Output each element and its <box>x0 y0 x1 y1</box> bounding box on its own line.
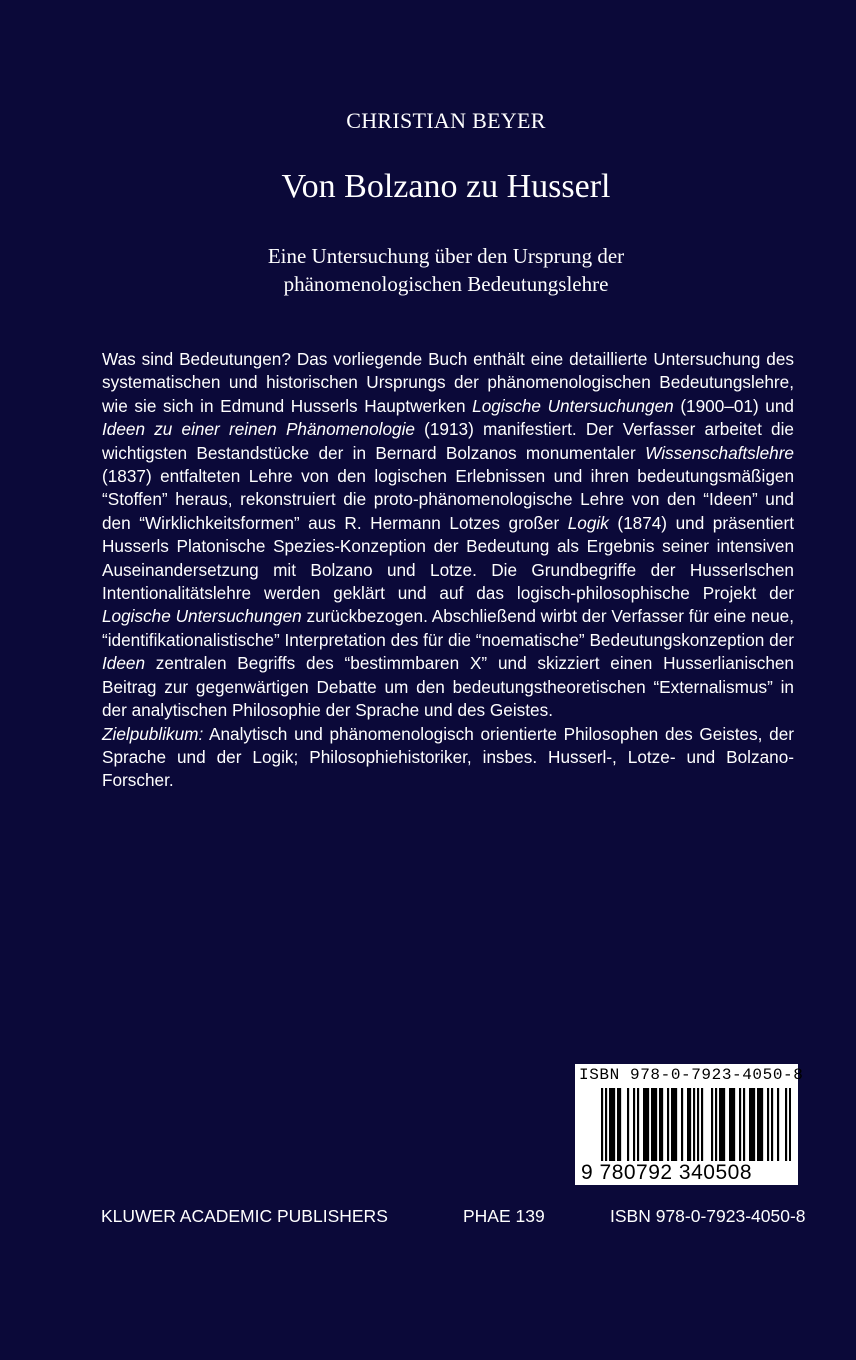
barcode-bar <box>633 1088 635 1162</box>
author-name: CHRISTIAN BEYER <box>346 108 546 133</box>
barcode-bar <box>619 1088 621 1162</box>
audience-label: Zielpublikum: <box>102 723 204 744</box>
audience-paragraph <box>102 723 794 793</box>
barcode-bar <box>601 1088 603 1162</box>
work-title: Ideen <box>102 653 146 674</box>
barcode-bar <box>681 1088 683 1162</box>
barcode-bar <box>731 1088 733 1162</box>
barcode-bar <box>715 1088 717 1162</box>
barcode-bar <box>743 1088 745 1162</box>
barcode-bar <box>643 1088 645 1162</box>
description-paragraph <box>102 348 794 723</box>
barcode-bar <box>675 1088 677 1162</box>
work-title: Logische Untersuchungen <box>472 395 674 416</box>
isbn-barcode <box>575 1064 804 1185</box>
barcode-bar <box>701 1088 703 1162</box>
barcode-bar <box>751 1088 753 1162</box>
barcode-bar <box>647 1088 649 1162</box>
barcode-bar <box>611 1088 613 1162</box>
barcode-bar <box>689 1088 691 1162</box>
barcode-bar <box>729 1088 731 1162</box>
barcode-bar <box>739 1088 741 1162</box>
audience-text: Analytisch und phänomenologisch orientierte Philosophen des Geistes, der Sprache und der Logik; Philosophiehistoriker, insbes. Husserl-, Lotze- und Bolzano-Forscher. <box>102 723 794 791</box>
barcode-bar <box>667 1088 669 1162</box>
barcode-bar <box>627 1088 629 1162</box>
book-subtitle <box>0 242 856 298</box>
barcode-bar <box>723 1088 725 1162</box>
barcode-bar <box>759 1088 761 1162</box>
description-text: (1913) manifestiert. Der Verfasser arbeitet die wichtigsten Bestandstücke der in Bernard Bolzanos monumentaler <box>102 419 794 463</box>
description-text: Was sind Bedeutungen? Das vorliegende Buch enthält eine detaillierte Untersuchung des systematischen und historischen Ursprungs der phänomenologischen Bedeutungslehre, wie sie sich in Edmund Husserls Hauptwerken <box>102 349 794 416</box>
barcode-bar <box>767 1088 769 1162</box>
barcode-bar <box>697 1088 699 1162</box>
series-number: PHAE 139 <box>463 1206 545 1226</box>
barcode-bar <box>789 1088 791 1162</box>
book-title: Von Bolzano zu Husserl <box>281 168 611 205</box>
publisher-name: KLUWER ACADEMIC PUBLISHERS <box>101 1206 388 1226</box>
barcode-bar <box>651 1088 653 1162</box>
barcode-bar <box>617 1088 619 1162</box>
footer-isbn: ISBN 978-0-7923-4050-8 <box>610 1206 806 1226</box>
barcode-digits: 9 780792 340508 <box>579 1161 794 1185</box>
barcode-isbn-label: ISBN 978-0-7923-4050-8 <box>579 1066 804 1084</box>
work-title: Logik <box>567 512 609 533</box>
description-text: (1874) und präsentiert Husserls Platonische Spezies-Konzeption der Bedeutung als Ergebnis seiner intensiven Auseinandersetzung mit Bolzano und Lotze. Die Grundbegriffe der Husserlschen Intentionalitätslehre werden geklärt und auf das logisch-philosophische Projekt der <box>102 512 794 604</box>
barcode-bar <box>653 1088 655 1162</box>
barcode-bar <box>605 1088 607 1162</box>
barcode-bar <box>687 1088 689 1162</box>
barcode-bar <box>613 1088 615 1162</box>
barcode-bar <box>757 1088 759 1162</box>
barcode-bar <box>777 1088 779 1162</box>
description-text: zurückbezogen. Abschließend wirbt der Verfasser für eine neue, “identifikationalistische” Interpretation des für die “noematische” Bedeutungskonzeption der <box>102 606 794 650</box>
work-title: Ideen zu einer reinen Phänomenologie <box>102 419 415 440</box>
book-description <box>102 348 794 793</box>
description-text: (1900–01) und <box>673 395 794 416</box>
work-title: Wissenschaftslehre <box>645 442 794 463</box>
barcode-bar <box>645 1088 647 1162</box>
subtitle-line-1: Eine Untersuchung über den Ursprung der <box>267 244 625 268</box>
barcode-bar <box>693 1088 695 1162</box>
barcode-bar <box>661 1088 663 1162</box>
barcode-bar <box>659 1088 661 1162</box>
subtitle-line-2: phänomenologischen Bedeutungslehre <box>283 272 609 296</box>
barcode-bar <box>719 1088 721 1162</box>
barcode-bar <box>711 1088 713 1162</box>
barcode-bar <box>753 1088 755 1162</box>
work-title: Logische Untersuchungen <box>102 606 302 627</box>
barcode-bar <box>771 1088 773 1162</box>
barcode-bar <box>637 1088 639 1162</box>
description-text: zentralen Begriffs des “bestimmbaren X” und skizziert einen Husserlianischen Beitrag zur gegenwärtigen Debatte um den bedeutungstheoretischen “Externalismus” in der analytischen Philosophie der Sprache und des Geistes. <box>102 653 794 721</box>
barcode-bar <box>761 1088 763 1162</box>
barcode-bar <box>785 1088 787 1162</box>
barcode-bar <box>609 1088 611 1162</box>
barcode-bar <box>733 1088 735 1162</box>
barcode-bar <box>721 1088 723 1162</box>
description-text: (1837) entfalteten Lehre von den logischen Erlebnissen und ihren bedeutungsmäßigen “Stoffen” heraus, rekonstruiert die proto-phänomenologische Lehre von den “Ideen” und den “Wirklichkeitsformen” aus R. Hermann Lotzes großer <box>102 466 794 533</box>
barcode-bar <box>749 1088 751 1162</box>
barcode-bars <box>601 1088 791 1162</box>
barcode-bar <box>673 1088 675 1162</box>
barcode-bar <box>655 1088 657 1162</box>
barcode-bar <box>671 1088 673 1162</box>
